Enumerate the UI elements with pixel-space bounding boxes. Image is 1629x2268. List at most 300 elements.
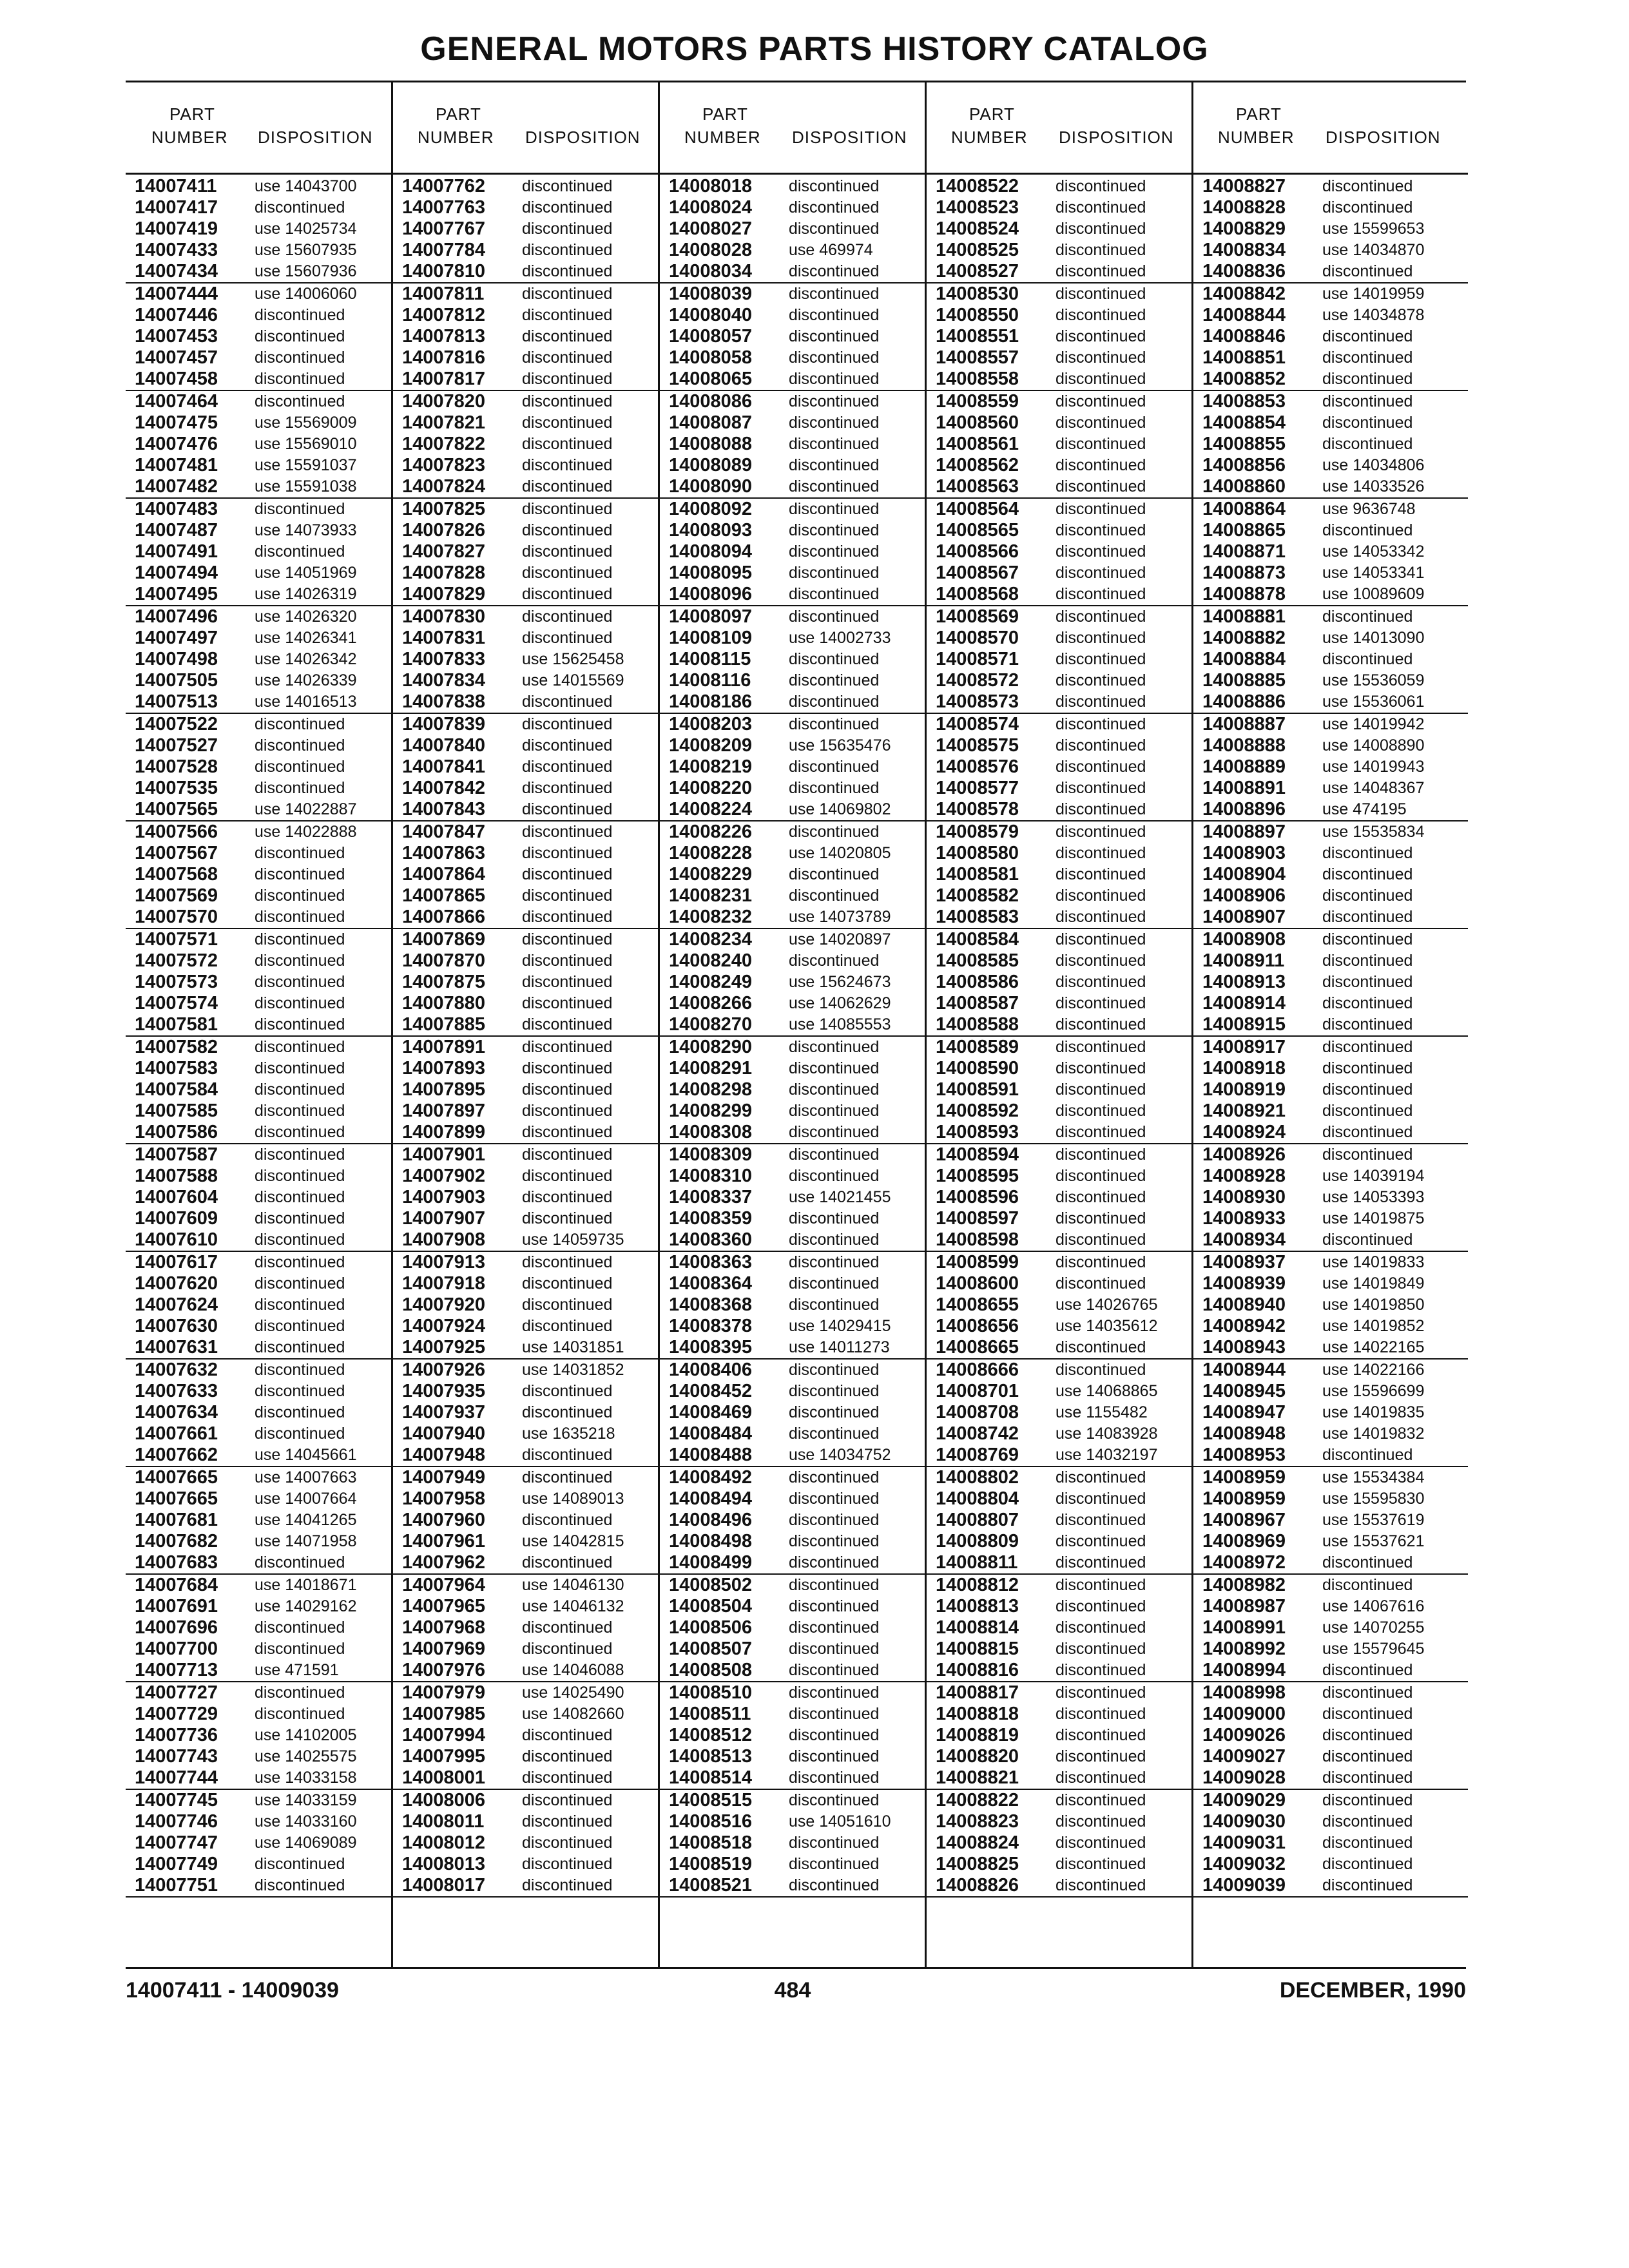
disposition: discontinued [1322, 952, 1413, 970]
disposition: discontinued [522, 1146, 613, 1164]
disposition: use 14071958 [255, 1532, 357, 1550]
part-number: 14008824 [936, 1832, 1019, 1853]
disposition: discontinued [789, 1490, 880, 1508]
table-row [393, 778, 660, 799]
disposition: use 14041265 [255, 1511, 357, 1529]
table-row [1193, 1014, 1468, 1037]
table-row [1193, 520, 1468, 541]
disposition: discontinued [789, 1834, 880, 1852]
table-row [660, 1273, 927, 1294]
disposition: discontinued [522, 285, 613, 303]
table-row [1193, 476, 1468, 499]
part-number: 14008982 [1202, 1575, 1286, 1595]
disposition: discontinued [1055, 1188, 1146, 1206]
part-number: 14008886 [1202, 691, 1286, 712]
part-number: 14008917 [1202, 1037, 1286, 1057]
disposition: use 14031851 [522, 1338, 624, 1356]
disposition: discontinued [255, 543, 345, 561]
disposition: discontinued [1055, 1490, 1146, 1508]
part-number: 14008488 [669, 1445, 753, 1465]
table-row [393, 1273, 660, 1294]
table-row [927, 434, 1193, 455]
part-number: 14007481 [135, 455, 218, 476]
table-row [126, 1552, 391, 1575]
part-number: 14007827 [402, 541, 486, 562]
table-row [660, 1381, 927, 1402]
table-row [660, 412, 927, 434]
table-row [393, 1467, 660, 1488]
part-number: 14007574 [135, 993, 218, 1014]
disposition: discontinued [1055, 800, 1146, 818]
part-number: 14007682 [135, 1531, 218, 1552]
part-number: 14008087 [669, 412, 753, 433]
disposition: use 14046088 [522, 1661, 624, 1679]
disposition: discontinued [789, 1726, 880, 1744]
table-row [927, 1639, 1193, 1660]
part-number: 14007491 [135, 541, 218, 562]
table-row [1193, 1294, 1468, 1316]
part-number: 14007918 [402, 1273, 486, 1294]
table-row [1193, 993, 1468, 1014]
part-number: 14008856 [1202, 455, 1286, 476]
part-number: 14008885 [1202, 670, 1286, 691]
table-row [126, 1166, 391, 1187]
disposition: use 14019833 [1322, 1253, 1425, 1271]
disposition: use 14029415 [789, 1317, 891, 1335]
table-row [927, 1337, 1193, 1360]
table-row [1193, 799, 1468, 822]
part-number: 14008589 [936, 1037, 1019, 1057]
rows [660, 176, 927, 1898]
part-number: 14007494 [135, 562, 218, 583]
disposition: discontinued [255, 1361, 345, 1379]
disposition: use 14022888 [255, 823, 357, 841]
disposition: discontinued [1322, 994, 1413, 1012]
part-number: 14007585 [135, 1100, 218, 1121]
part-number: 14008088 [669, 434, 753, 454]
part-number: 14008919 [1202, 1079, 1286, 1100]
table-row [393, 1079, 660, 1100]
disposition: discontinued [789, 414, 880, 432]
part-number: 14008266 [669, 993, 753, 1014]
part-number: 14008096 [669, 584, 753, 604]
table-row [126, 1445, 391, 1467]
disposition: discontinued [1055, 973, 1146, 991]
table-row [1193, 326, 1468, 347]
part-number: 14007908 [402, 1229, 486, 1250]
table-row [660, 218, 927, 240]
disposition: discontinued [1055, 500, 1146, 518]
disposition: discontinued [1322, 1038, 1413, 1056]
disposition: discontinued [255, 1855, 345, 1873]
part-number: 14007464 [135, 391, 218, 412]
part-number: 14008802 [936, 1467, 1019, 1488]
disposition: discontinued [255, 370, 345, 388]
table-row [126, 735, 391, 756]
table-row [660, 476, 927, 499]
part-number: 14008530 [936, 284, 1019, 304]
part-number: 14008573 [936, 691, 1019, 712]
part-number: 14008967 [1202, 1510, 1286, 1530]
table-row [660, 691, 927, 714]
part-number: 14008228 [669, 843, 753, 863]
table-row [393, 562, 660, 584]
table-row [1193, 1575, 1468, 1596]
disposition: discontinued [789, 543, 880, 561]
table-row [927, 1552, 1193, 1575]
disposition: discontinued [1322, 973, 1413, 991]
part-number: 14007588 [135, 1166, 218, 1186]
part-number: 14008065 [669, 369, 753, 389]
part-number: 14008888 [1202, 735, 1286, 756]
part-number: 14008823 [936, 1811, 1019, 1832]
disposition: discontinued [255, 952, 345, 970]
part-number: 14009030 [1202, 1811, 1286, 1832]
table-row [927, 240, 1193, 261]
table-row [393, 391, 660, 412]
disposition: discontinued [789, 1640, 880, 1658]
part-number: 14007495 [135, 584, 218, 604]
part-number: 14008569 [936, 606, 1019, 627]
disposition: use 14019850 [1322, 1296, 1425, 1314]
part-number: 14008567 [936, 562, 1019, 583]
disposition: discontinued [789, 715, 880, 733]
table-row [660, 1510, 927, 1531]
table-row [393, 499, 660, 520]
table-row [126, 885, 391, 907]
disposition: discontinued [789, 1081, 880, 1099]
disposition: discontinued [522, 1059, 613, 1077]
disposition: discontinued [1322, 177, 1413, 195]
table-row [927, 1360, 1193, 1381]
table-row [1193, 176, 1468, 197]
part-number: 14007434 [135, 261, 218, 282]
disposition: discontinued [789, 1747, 880, 1765]
part-number: 14008027 [669, 218, 753, 239]
disposition: discontinued [1055, 1015, 1146, 1033]
part-number: 14007831 [402, 628, 486, 648]
table-row [393, 176, 660, 197]
part-number: 14008590 [936, 1058, 1019, 1079]
disposition: discontinued [789, 500, 880, 518]
table-row [660, 1875, 927, 1898]
disposition: discontinued [522, 1446, 613, 1464]
table-row [126, 1100, 391, 1122]
table-row [1193, 1746, 1468, 1767]
part-number: 14007920 [402, 1294, 486, 1315]
table-row [927, 1229, 1193, 1252]
disposition: use 15536061 [1322, 693, 1425, 711]
table-row [660, 1575, 927, 1596]
disposition: discontinued [1322, 1791, 1413, 1809]
part-number: 14007498 [135, 649, 218, 669]
table-row [660, 499, 927, 520]
part-number: 14008934 [1202, 1229, 1286, 1250]
table-row [1193, 1337, 1468, 1360]
part-number: 14007820 [402, 391, 486, 412]
table-row [660, 606, 927, 628]
part-number: 14008598 [936, 1229, 1019, 1250]
disposition: discontinued [522, 585, 613, 603]
table-row [660, 1639, 927, 1660]
part-number: 14008558 [936, 369, 1019, 389]
disposition: discontinued [789, 1102, 880, 1120]
part-number: 14008818 [936, 1704, 1019, 1724]
footer-date: DECEMBER, 1990 [1279, 1978, 1466, 2003]
table-row [927, 843, 1193, 864]
disposition: discontinued [522, 865, 613, 883]
part-number: 14007885 [402, 1014, 486, 1035]
disposition: use 14025575 [255, 1747, 357, 1765]
disposition: use 14019849 [1322, 1274, 1425, 1293]
table-row [660, 1058, 927, 1079]
disposition: discontinued [1322, 650, 1413, 668]
disposition: use 14002733 [789, 629, 891, 647]
table-row [927, 1187, 1193, 1208]
table-row [393, 1596, 660, 1617]
disposition: use 14034870 [1322, 241, 1425, 259]
part-number: 14007475 [135, 412, 218, 433]
disposition: discontinued [1322, 1812, 1413, 1831]
disposition: discontinued [255, 1167, 345, 1185]
disposition: use 14046132 [522, 1597, 624, 1615]
table-row [1193, 1122, 1468, 1144]
part-number: 14008972 [1202, 1552, 1286, 1573]
part-number: 14007568 [135, 864, 218, 885]
table-row [927, 907, 1193, 929]
column-1 [126, 82, 391, 1967]
table-row [660, 1187, 927, 1208]
disposition: discontinued [522, 779, 613, 797]
part-number: 14007617 [135, 1252, 218, 1273]
disposition: discontinued [1055, 327, 1146, 345]
part-number: 14008842 [1202, 284, 1286, 304]
part-number: 14008525 [936, 240, 1019, 260]
part-number: 14008882 [1202, 628, 1286, 648]
part-number: 14008918 [1202, 1058, 1286, 1079]
table-row [393, 885, 660, 907]
table-row [1193, 261, 1468, 284]
table-row [660, 1790, 927, 1811]
table-row [660, 929, 927, 950]
part-number: 14008395 [669, 1337, 753, 1358]
table-row [660, 885, 927, 907]
table-row [1193, 1617, 1468, 1639]
disposition: discontinued [522, 800, 613, 818]
disposition: discontinued [1322, 370, 1413, 388]
table-row [126, 1037, 391, 1058]
disposition: discontinued [522, 952, 613, 970]
table-row [927, 391, 1193, 412]
disposition: discontinued [789, 585, 880, 603]
table-row [126, 1746, 391, 1767]
disposition: discontinued [1322, 930, 1413, 948]
table-row [393, 1767, 660, 1790]
disposition: discontinued [255, 1059, 345, 1077]
table-row [927, 799, 1193, 822]
table-row [126, 455, 391, 476]
table-row [1193, 305, 1468, 326]
disposition: discontinued [522, 693, 613, 711]
part-number: 14008852 [1202, 369, 1286, 389]
table-row [1193, 778, 1468, 799]
part-number: 14008570 [936, 628, 1019, 648]
part-number: 14007830 [402, 606, 486, 627]
table-row [126, 1144, 391, 1166]
part-number: 14007824 [402, 476, 486, 497]
part-number: 14008871 [1202, 541, 1286, 562]
part-number: 14008406 [669, 1360, 753, 1380]
part-number: 14007960 [402, 1510, 486, 1530]
table-row [1193, 1058, 1468, 1079]
part-number: 14008115 [669, 649, 751, 669]
part-number: 14008812 [936, 1575, 1019, 1595]
table-row [1193, 1360, 1468, 1381]
table-row [393, 972, 660, 993]
table-row [660, 284, 927, 305]
part-number: 14007691 [135, 1596, 218, 1617]
disposition: discontinued [1055, 1146, 1146, 1164]
table-row [660, 756, 927, 778]
disposition: discontinued [255, 1209, 345, 1227]
part-number: 14008514 [669, 1767, 753, 1788]
part-number: 14008089 [669, 455, 753, 476]
disposition: discontinued [1055, 1123, 1146, 1141]
disposition: discontinued [1055, 1576, 1146, 1594]
part-number: 14007662 [135, 1445, 218, 1465]
disposition: discontinued [789, 650, 880, 668]
part-number: 14008583 [936, 907, 1019, 927]
part-number: 14008492 [669, 1467, 753, 1488]
disposition: discontinued [1055, 262, 1146, 280]
disposition: discontinued [522, 736, 613, 754]
table-row [393, 1531, 660, 1552]
disposition: discontinued [789, 564, 880, 582]
disposition: discontinued [1322, 1876, 1413, 1894]
part-number: 14008881 [1202, 606, 1286, 627]
part-number: 14008942 [1202, 1316, 1286, 1336]
disposition: use 14033160 [255, 1812, 357, 1831]
part-number: 14008040 [669, 305, 753, 325]
table-row [1193, 391, 1468, 412]
table-row [1193, 584, 1468, 606]
disposition: use 10089609 [1322, 585, 1425, 603]
table-row [393, 284, 660, 305]
disposition: discontinued [1055, 865, 1146, 883]
part-number: 14007513 [135, 691, 218, 712]
part-number: 14007841 [402, 756, 486, 777]
table-row [1193, 691, 1468, 714]
rows [126, 176, 391, 1898]
table-row [927, 1854, 1193, 1875]
part-number: 14007610 [135, 1229, 218, 1250]
table-row [660, 1122, 927, 1144]
disposition: discontinued [789, 1274, 880, 1293]
part-number: 14008597 [936, 1208, 1019, 1229]
part-number: 14008578 [936, 799, 1019, 820]
table-row [1193, 1381, 1468, 1402]
table-row [927, 1467, 1193, 1488]
disposition: discontinued [522, 1726, 613, 1744]
rows [927, 176, 1193, 1898]
disposition: use 1635218 [522, 1425, 615, 1443]
table-row [660, 1144, 927, 1166]
table-row [927, 628, 1193, 649]
table-row [393, 1208, 660, 1229]
part-number: 14008560 [936, 412, 1019, 433]
part-number: 14007891 [402, 1037, 486, 1057]
disposition: discontinued [789, 1296, 880, 1314]
part-number: 14008827 [1202, 176, 1286, 197]
table-row [126, 1704, 391, 1725]
table-row [393, 1187, 660, 1208]
table-row [393, 1014, 660, 1037]
disposition: discontinued [789, 1059, 880, 1077]
disposition: discontinued [1055, 650, 1146, 668]
disposition: discontinued [789, 608, 880, 626]
table-row [927, 649, 1193, 670]
disposition: discontinued [1322, 1747, 1413, 1765]
table-row [393, 1445, 660, 1467]
disposition: use 14048367 [1322, 779, 1425, 797]
header-number: NUMBER [951, 128, 1028, 147]
table-row [660, 197, 927, 218]
table-row [126, 1014, 391, 1037]
disposition: discontinued [522, 564, 613, 582]
disposition: discontinued [522, 1274, 613, 1293]
table-row [126, 929, 391, 950]
disposition: discontinued [1322, 1059, 1413, 1077]
part-number: 14007505 [135, 670, 218, 691]
part-number: 14008226 [669, 822, 753, 842]
table-row [126, 670, 391, 691]
disposition: use 14026341 [255, 629, 357, 647]
disposition: discontinued [789, 220, 880, 238]
part-number: 14008186 [669, 691, 753, 712]
disposition: discontinued [1055, 1597, 1146, 1615]
disposition: use 15591037 [255, 456, 357, 474]
table-row [393, 735, 660, 756]
disposition: use 14032197 [1055, 1446, 1158, 1464]
disposition: discontinued [522, 1812, 613, 1831]
table-row [126, 606, 391, 628]
table-row [927, 584, 1193, 606]
table-row [1193, 197, 1468, 218]
disposition: discontinued [1322, 1231, 1413, 1249]
table-row [660, 1402, 927, 1423]
table-row [126, 412, 391, 434]
part-number: 14008933 [1202, 1208, 1286, 1229]
table-row [660, 1488, 927, 1510]
disposition: discontinued [522, 608, 613, 626]
part-number: 14008816 [936, 1660, 1019, 1680]
disposition: discontinued [789, 1253, 880, 1271]
table-row [660, 1746, 927, 1767]
disposition: use 15625458 [522, 650, 624, 668]
part-number: 14008057 [669, 326, 753, 347]
disposition: discontinued [789, 823, 880, 841]
table-row [126, 799, 391, 822]
disposition: discontinued [255, 198, 345, 216]
table-row [126, 218, 391, 240]
table-row [1193, 412, 1468, 434]
disposition: discontinued [522, 1167, 613, 1185]
part-number: 14008090 [669, 476, 753, 497]
part-number: 14007476 [135, 434, 218, 454]
disposition: discontinued [789, 521, 880, 539]
table-row [126, 261, 391, 284]
disposition: discontinued [522, 306, 613, 324]
